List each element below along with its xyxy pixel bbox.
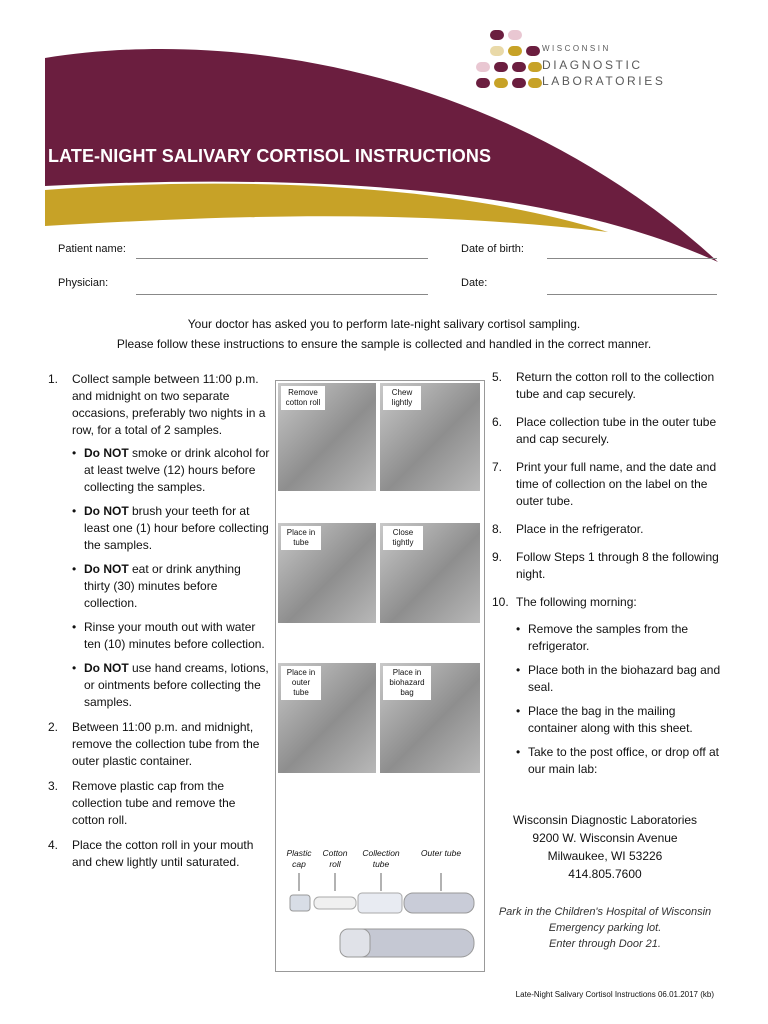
logo-mark (474, 26, 544, 94)
step-3: 3. Remove plastic cap from the collection tube and remove the cotton roll. (48, 779, 236, 827)
patient-name-label: Patient name: (58, 243, 126, 255)
parking-line-1: Park in the Children's Hospital of Wisconsin (498, 906, 712, 918)
photo-label: Place in biohazard bag (383, 666, 431, 700)
date-of-birth-field[interactable] (547, 258, 717, 259)
page-title: LATE-NIGHT SALIVARY CORTISOL INSTRUCTIONS (48, 146, 492, 166)
physician-field[interactable] (136, 294, 428, 295)
part-label-collection-tube: Collection tube (362, 848, 400, 869)
step-9: 9. Follow Steps 1 through 8 the following night. (492, 550, 719, 581)
tube-parts-illustration (276, 871, 484, 967)
photo-panel (275, 380, 485, 972)
lab-phone: 414.805.7600 (568, 867, 642, 881)
bullet-no-creams: • Do NOT use hand creams, lotions, or ointments before collecting the samples. (72, 660, 270, 711)
photo-label: Place in outer tube (281, 666, 321, 700)
parking-line-3: Enter through Door 21. (549, 938, 661, 950)
step-6: 6. Place collection tube in the outer tube and cap securely. (492, 415, 717, 446)
bullet-no-smoke: • Do NOT smoke or drink alcohol for at least twelve (12) hours before collecting the samples. (72, 445, 270, 496)
date-field[interactable] (547, 294, 717, 295)
photo-label: Place in tube (281, 526, 321, 550)
lab-city: Milwaukee, WI 53226 (547, 849, 663, 863)
physician-label: Physician: (58, 277, 109, 289)
step-1: 1. Collect sample between 11:00 p.m. and midnight on two separate occasions, preferably two nights in a row, for a total of 2 samples. • Do NOT smoke or drink alcohol for at least twelve (12) hours before collecting the samples. • Do NOT brush your teeth for at least one (1) hour before collecting the samples. • Do NOT eat or drink anything thirty (30) minutes before collection. • Rinse your mouth out with water ten (10) minutes before collection. • Do NOT use hand creams, lotions, or ointments before collecting the samples. (48, 371, 270, 711)
lab-street: 9200 W. Wisconsin Avenue (532, 831, 678, 845)
photo-place-in-biohazard-bag (380, 663, 480, 773)
step-10-bullets (516, 621, 722, 778)
logo-text-wisconsin: WISCONSIN (542, 44, 611, 53)
patient-name-field[interactable] (136, 258, 428, 259)
logo-text-laboratories: LABORATORIES (542, 74, 666, 88)
part-label-cotton-roll: Cotton roll (322, 848, 348, 869)
bullet-no-eat: • Do NOT eat or drink anything thirty (30) minutes before collection. (72, 561, 270, 612)
photo-place-in-tube (278, 523, 376, 623)
logo-text-diagnostic: DIAGNOSTIC (542, 58, 643, 72)
step-2: 2. Between 11:00 p.m. and midnight, remove the collection tube from the outer plastic container. (48, 720, 260, 768)
part-label-plastic-cap: Plastic cap (286, 848, 312, 869)
header-swoosh (0, 0, 768, 270)
part-label-outer-tube: Outer tube (420, 848, 462, 858)
step-10: 10. The following morning: • Remove the samples from the refrigerator. • Place both in the biohazard bag and seal. • Place the bag in the mailing container along with this sheet. • Take to the post office, or drop off at our main lab: (492, 594, 722, 778)
photo-remove-cotton-roll (278, 383, 376, 491)
footer-doc-id: Late-Night Salivary Cortisol Instructions 06.01.2017 (kb) (515, 990, 714, 999)
intro-line-1: Your doctor has asked you to perform late-night salivary cortisol sampling. (187, 317, 581, 331)
step-4: 4. Place the cotton roll in your mouth and chew lightly until saturated. (48, 838, 254, 869)
bullet-biohazard-bag: • Place both in the biohazard bag and seal. (516, 662, 722, 696)
intro-line-2: Please follow these instructions to ensure the sample is collected and handled in the correct manner. (116, 337, 652, 351)
parking-line-2: Emergency parking lot. (548, 922, 662, 934)
step-1-bullets (72, 445, 270, 711)
bullet-no-brush: • Do NOT brush your teeth for at least one (1) hour before collecting the samples. (72, 503, 270, 554)
photo-label: Close tightly (383, 526, 423, 550)
photo-label: Chew lightly (383, 386, 421, 410)
photo-place-in-outer-tube (278, 663, 376, 773)
bullet-post-office: • Take to the post office, or drop off at our main lab: (516, 744, 722, 778)
date-label: Date: (461, 277, 488, 289)
date-of-birth-label: Date of birth: (461, 243, 524, 255)
left-instructions (48, 371, 270, 879)
bullet-rinse: • Rinse your mouth out with water ten (10) minutes before collection. (72, 619, 270, 653)
lab-name: Wisconsin Diagnostic Laboratories (512, 813, 698, 827)
photo-chew-lightly (380, 383, 480, 491)
step-8: 8. Place in the refrigerator. (492, 522, 644, 536)
right-instructions (492, 369, 722, 786)
bullet-mailing-container: • Place the bag in the mailing container along with this sheet. (516, 703, 722, 737)
step-5: 5. Return the cotton roll to the collection tube and cap securely. (492, 370, 715, 401)
photo-close-tightly (380, 523, 480, 623)
bullet-remove-samples: • Remove the samples from the refrigerator. (516, 621, 722, 655)
step-7: 7. Print your full name, and the date and time of collection on the label on the outer tube. (492, 460, 717, 508)
photo-label: Remove cotton roll (281, 386, 325, 410)
